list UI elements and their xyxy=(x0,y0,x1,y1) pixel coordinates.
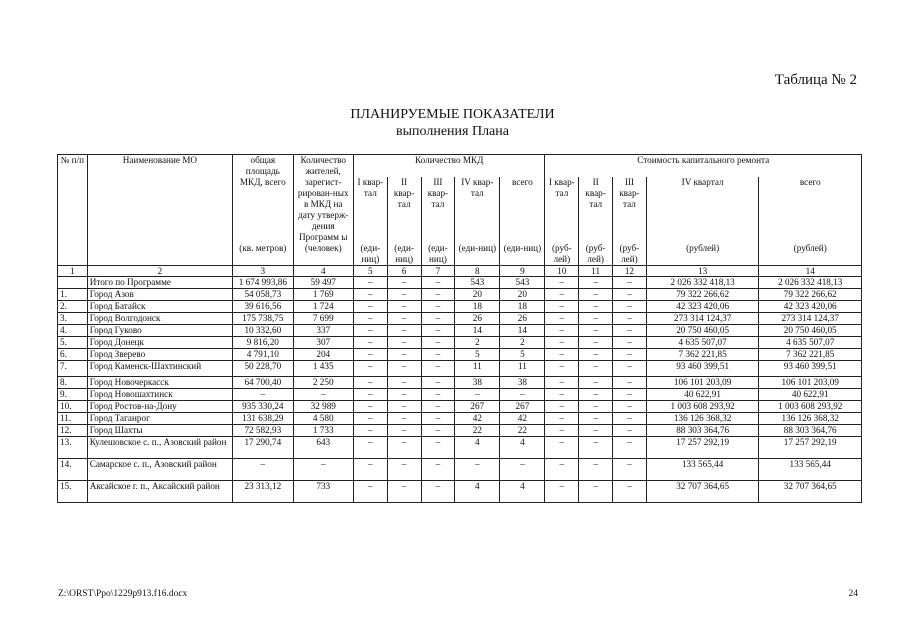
cell-value: – xyxy=(421,325,455,337)
cell-value: 42 323 420,06 xyxy=(759,301,862,313)
cell-value: – xyxy=(353,361,387,377)
cell-value: 17 290,74 xyxy=(233,437,293,459)
header-cost-q2: II квар-тал xyxy=(579,177,613,243)
cell-value: 2 026 332 418,13 xyxy=(759,277,862,289)
cell-number: 15. xyxy=(58,481,88,503)
cell-municipality: Аксайское г. п., Аксайский район xyxy=(87,481,232,503)
page-number: 24 xyxy=(848,589,858,599)
cell-value: 643 xyxy=(293,437,353,459)
cell-value: 204 xyxy=(293,349,353,361)
cell-value: – xyxy=(613,349,647,361)
cell-number: 9. xyxy=(58,389,88,401)
cell-value: 18 xyxy=(455,301,500,313)
cell-value: – xyxy=(421,413,455,425)
cell-value: 1 769 xyxy=(293,289,353,301)
cell-value: – xyxy=(579,389,613,401)
cell-value: 1 435 xyxy=(293,361,353,377)
cell-municipality: Город Донецк xyxy=(87,337,232,349)
cell-value: – xyxy=(387,289,421,301)
cell-value: – xyxy=(421,337,455,349)
cell-value: 2 xyxy=(455,337,500,349)
table-row xyxy=(58,437,862,459)
column-number: 1 xyxy=(58,266,88,277)
cell-value: 11 xyxy=(455,361,500,377)
cell-value: – xyxy=(421,377,455,389)
cell-value: 54 058,73 xyxy=(233,289,293,301)
cell-value: – xyxy=(613,277,647,289)
table-row xyxy=(58,325,862,337)
cell-value: 42 xyxy=(500,413,545,425)
cell-number: 12. xyxy=(58,425,88,437)
cell-value: – xyxy=(613,401,647,413)
cell-value: – xyxy=(613,313,647,325)
column-number: 13 xyxy=(646,266,759,277)
cell-value: – xyxy=(613,325,647,337)
cell-value: 42 323 420,06 xyxy=(646,301,759,313)
cell-value: 38 xyxy=(455,377,500,389)
header-mkd-total: всего xyxy=(500,177,545,243)
cell-value: – xyxy=(579,289,613,301)
cell-value: – xyxy=(387,459,421,481)
table-row xyxy=(58,377,862,389)
cell-municipality: Город Азов xyxy=(87,289,232,301)
cell-value: – xyxy=(545,401,579,413)
header-residents: Количество жителей, зарегист-рирован-ных в МКД на дату утверж-дения Программ ы xyxy=(293,155,353,244)
cell-value: 267 xyxy=(455,401,500,413)
column-numbers-row xyxy=(58,266,862,277)
table-row xyxy=(58,459,862,481)
cell-value: 4 635 507,07 xyxy=(646,337,759,349)
cell-municipality: Итого по Программе xyxy=(87,277,232,289)
cell-value: 17 257 292,19 xyxy=(759,437,862,459)
header-row-1 xyxy=(58,155,862,178)
cell-value: – xyxy=(387,325,421,337)
cell-municipality: Кулешовское с. п., Азовский район xyxy=(87,437,232,459)
cell-value: – xyxy=(353,277,387,289)
cell-number: 1. xyxy=(58,289,88,301)
cell-value: 20 xyxy=(455,289,500,301)
cell-number: 11. xyxy=(58,413,88,425)
cell-value: 10 332,60 xyxy=(233,325,293,337)
unit-cost-q3: (руб-лей) xyxy=(613,243,647,266)
cell-value: – xyxy=(613,459,647,481)
header-mkd-group: Количество МКД xyxy=(353,155,545,178)
cell-value: – xyxy=(545,413,579,425)
unit-cost-q1: (руб-лей) xyxy=(545,243,579,266)
unit-cost-total: (рублей) xyxy=(759,243,862,266)
cell-value: 93 460 399,51 xyxy=(646,361,759,377)
column-number: 7 xyxy=(421,266,455,277)
cell-municipality: Город Зверево xyxy=(87,349,232,361)
cell-value: 22 xyxy=(500,425,545,437)
cell-value: – xyxy=(579,337,613,349)
cell-value: – xyxy=(353,481,387,503)
cell-value: – xyxy=(353,289,387,301)
cell-value: – xyxy=(613,413,647,425)
cell-value: – xyxy=(387,437,421,459)
cell-value: – xyxy=(387,361,421,377)
cell-value: – xyxy=(455,459,500,481)
cell-value: 79 322 266,62 xyxy=(646,289,759,301)
cell-value: 40 622,91 xyxy=(646,389,759,401)
column-number: 3 xyxy=(233,266,293,277)
cell-value: – xyxy=(545,425,579,437)
cell-value: – xyxy=(387,389,421,401)
cell-value: 20 750 460,05 xyxy=(646,325,759,337)
cell-value: – xyxy=(613,437,647,459)
cell-value: – xyxy=(579,325,613,337)
table-row xyxy=(58,413,862,425)
document-title xyxy=(0,106,905,140)
cell-value: 11 xyxy=(500,361,545,377)
cell-value: – xyxy=(545,389,579,401)
cell-value: – xyxy=(579,459,613,481)
cell-value: 7 699 xyxy=(293,313,353,325)
cell-value: – xyxy=(353,301,387,313)
cell-value: – xyxy=(500,389,545,401)
cell-value: 32 707 364,65 xyxy=(759,481,862,503)
cell-value: – xyxy=(387,401,421,413)
unit-mkd-q2: (еди-ниц) xyxy=(387,243,421,266)
cell-value: 14 xyxy=(500,325,545,337)
cell-value: – xyxy=(353,425,387,437)
unit-cost-q4: (рублей) xyxy=(646,243,759,266)
cell-value: – xyxy=(353,325,387,337)
cell-municipality: Город Каменск-Шахтинский xyxy=(87,361,232,377)
cell-value: 79 322 266,62 xyxy=(759,289,862,301)
cell-value: – xyxy=(579,313,613,325)
cell-value: 39 616,56 xyxy=(233,301,293,313)
table-row xyxy=(58,401,862,413)
table-row xyxy=(58,425,862,437)
header-name: Наименование МО xyxy=(87,155,232,266)
cell-value: 1 003 608 293,92 xyxy=(759,401,862,413)
cell-value: 337 xyxy=(293,325,353,337)
cell-value: – xyxy=(353,389,387,401)
cell-value: 2 xyxy=(500,337,545,349)
cell-value: 14 xyxy=(455,325,500,337)
cell-value: 131 638,29 xyxy=(233,413,293,425)
cell-value: 935 330,24 xyxy=(233,401,293,413)
cell-value: – xyxy=(545,325,579,337)
cell-value: – xyxy=(613,289,647,301)
header-cost-group: Стоимость капитального ремонта xyxy=(545,155,862,178)
cell-number xyxy=(58,277,88,289)
header-area: общая площадь МКД, всего xyxy=(233,155,293,244)
cell-value: 106 101 203,09 xyxy=(646,377,759,389)
cell-value: 7 362 221,85 xyxy=(759,349,862,361)
cell-value: 307 xyxy=(293,337,353,349)
cell-number: 6. xyxy=(58,349,88,361)
cell-number: 5. xyxy=(58,337,88,349)
cell-value: – xyxy=(293,459,353,481)
cell-value: – xyxy=(579,437,613,459)
table-row xyxy=(58,337,862,349)
cell-value: – xyxy=(579,481,613,503)
cell-municipality: Город Батайск xyxy=(87,301,232,313)
table-row xyxy=(58,349,862,361)
header-mkd-q3: III квар-тал xyxy=(421,177,455,243)
cell-municipality: Город Новошахтинск xyxy=(87,389,232,401)
cell-value: 26 xyxy=(500,313,545,325)
column-number: 12 xyxy=(613,266,647,277)
cell-municipality: Город Волгодонск xyxy=(87,313,232,325)
cell-value: 133 565,44 xyxy=(646,459,759,481)
cell-value: 4 xyxy=(500,437,545,459)
cell-value: – xyxy=(421,437,455,459)
cell-value: 64 700,40 xyxy=(233,377,293,389)
cell-value: – xyxy=(545,349,579,361)
cell-value: 42 xyxy=(455,413,500,425)
indicators-table xyxy=(57,154,862,503)
cell-value: – xyxy=(579,349,613,361)
cell-value: – xyxy=(613,301,647,313)
cell-value: 4 xyxy=(455,481,500,503)
cell-value: – xyxy=(545,437,579,459)
cell-value: – xyxy=(353,401,387,413)
cell-value: – xyxy=(613,425,647,437)
column-number: 2 xyxy=(87,266,232,277)
cell-value: 20 750 460,05 xyxy=(759,325,862,337)
cell-value: 93 460 399,51 xyxy=(759,361,862,377)
cell-value: 4 xyxy=(500,481,545,503)
header-cost-q1: I квар-тал xyxy=(545,177,579,243)
cell-value: – xyxy=(421,349,455,361)
cell-number: 2. xyxy=(58,301,88,313)
total-row xyxy=(58,277,862,289)
cell-value: – xyxy=(353,349,387,361)
cell-value: – xyxy=(545,313,579,325)
cell-municipality: Город Таганрог xyxy=(87,413,232,425)
cell-value: – xyxy=(421,289,455,301)
cell-value: 9 816,20 xyxy=(233,337,293,349)
cell-value: – xyxy=(579,301,613,313)
cell-number: 4. xyxy=(58,325,88,337)
cell-value: 733 xyxy=(293,481,353,503)
cell-value: – xyxy=(387,301,421,313)
unit-mkd-q3: (еди-ниц) xyxy=(421,243,455,266)
cell-value: – xyxy=(545,377,579,389)
cell-value: 4 xyxy=(455,437,500,459)
cell-value: – xyxy=(387,337,421,349)
unit-mkd-q4: (еди-ниц) xyxy=(455,243,500,266)
cell-value: – xyxy=(421,277,455,289)
cell-value: 273 314 124,37 xyxy=(646,313,759,325)
cell-value: 7 362 221,85 xyxy=(646,349,759,361)
cell-value: 26 xyxy=(455,313,500,325)
cell-value: – xyxy=(579,413,613,425)
cell-value: – xyxy=(353,377,387,389)
cell-value: 5 xyxy=(500,349,545,361)
cell-value: – xyxy=(455,389,500,401)
cell-value: – xyxy=(353,337,387,349)
cell-value: 17 257 292,19 xyxy=(646,437,759,459)
cell-value: 18 xyxy=(500,301,545,313)
cell-value: – xyxy=(545,301,579,313)
cell-value: 32 989 xyxy=(293,401,353,413)
cell-value: 2 026 332 418,13 xyxy=(646,277,759,289)
cell-value: 88 303 364,76 xyxy=(646,425,759,437)
cell-value: – xyxy=(421,361,455,377)
cell-value: – xyxy=(579,425,613,437)
cell-value: 175 738,75 xyxy=(233,313,293,325)
unit-mkd-q1: (еди-ниц) xyxy=(353,243,387,266)
header-mkd-q1: I квар-тал xyxy=(353,177,387,243)
column-number: 11 xyxy=(579,266,613,277)
cell-value: 1 724 xyxy=(293,301,353,313)
cell-number: 13. xyxy=(58,437,88,459)
cell-value: – xyxy=(387,425,421,437)
cell-value: 273 314 124,37 xyxy=(759,313,862,325)
cell-value: 59 497 xyxy=(293,277,353,289)
cell-value: – xyxy=(421,301,455,313)
cell-value: – xyxy=(387,277,421,289)
footer-file-path: Z:\ORST\Ppo\1229p913.f16.docx xyxy=(58,589,188,599)
cell-value: 4 791,10 xyxy=(233,349,293,361)
column-number: 9 xyxy=(500,266,545,277)
unit-residents: (человек) xyxy=(293,243,353,266)
header-cost-q3: III квар-тал xyxy=(613,177,647,243)
cell-number: 10. xyxy=(58,401,88,413)
cell-value: – xyxy=(613,389,647,401)
table-number: Таблица № 2 xyxy=(774,72,857,88)
cell-value: – xyxy=(233,389,293,401)
cell-value: – xyxy=(387,377,421,389)
cell-value: – xyxy=(545,337,579,349)
cell-value: – xyxy=(613,481,647,503)
header-mkd-q2: II квар-тал xyxy=(387,177,421,243)
cell-value: 543 xyxy=(500,277,545,289)
cell-value: – xyxy=(500,459,545,481)
cell-value: – xyxy=(545,277,579,289)
cell-value: 38 xyxy=(500,377,545,389)
cell-value: 4 635 507,07 xyxy=(759,337,862,349)
cell-value: – xyxy=(353,437,387,459)
cell-value: 4 580 xyxy=(293,413,353,425)
cell-value: 5 xyxy=(455,349,500,361)
table-row xyxy=(58,313,862,325)
cell-value: – xyxy=(293,389,353,401)
cell-value: – xyxy=(545,459,579,481)
cell-value: 22 xyxy=(455,425,500,437)
cell-value: – xyxy=(387,313,421,325)
cell-value: 136 126 368,32 xyxy=(759,413,862,425)
table-row xyxy=(58,301,862,313)
cell-value: 32 707 364,65 xyxy=(646,481,759,503)
cell-value: 40 622,91 xyxy=(759,389,862,401)
table-row xyxy=(58,289,862,301)
column-number: 4 xyxy=(293,266,353,277)
table-row xyxy=(58,481,862,503)
column-number: 10 xyxy=(545,266,579,277)
cell-value: – xyxy=(421,401,455,413)
header-mkd-q4: IV квар-тал xyxy=(455,177,500,243)
cell-municipality: Город Новочеркасск xyxy=(87,377,232,389)
cell-municipality: Город Шахты xyxy=(87,425,232,437)
cell-value: – xyxy=(421,389,455,401)
cell-value: – xyxy=(579,277,613,289)
cell-value: – xyxy=(421,425,455,437)
cell-municipality: Город Гуково xyxy=(87,325,232,337)
header-no: № п/п xyxy=(58,155,88,266)
cell-value: 1 674 993,86 xyxy=(233,277,293,289)
cell-value: 50 228,70 xyxy=(233,361,293,377)
unit-cost-q2: (руб-лей) xyxy=(579,243,613,266)
cell-value: 88 303 364,76 xyxy=(759,425,862,437)
cell-value: – xyxy=(545,289,579,301)
cell-value: 136 126 368,32 xyxy=(646,413,759,425)
cell-number: 8. xyxy=(58,377,88,389)
title-line-2: выполнения Плана xyxy=(396,124,509,139)
cell-value: – xyxy=(545,361,579,377)
cell-value: – xyxy=(387,413,421,425)
cell-municipality: Самарское с. п., Азовский район xyxy=(87,459,232,481)
cell-value: 1 003 608 293,92 xyxy=(646,401,759,413)
cell-number: 14. xyxy=(58,459,88,481)
cell-value: 2 250 xyxy=(293,377,353,389)
cell-value: – xyxy=(353,413,387,425)
cell-value: – xyxy=(545,481,579,503)
cell-municipality: Город Ростов-на-Дону xyxy=(87,401,232,413)
cell-value: – xyxy=(387,481,421,503)
cell-value: 543 xyxy=(455,277,500,289)
cell-value: 72 582,93 xyxy=(233,425,293,437)
column-number: 5 xyxy=(353,266,387,277)
cell-number: 3. xyxy=(58,313,88,325)
table-row xyxy=(58,389,862,401)
cell-value: – xyxy=(353,313,387,325)
cell-value: – xyxy=(579,377,613,389)
cell-value: – xyxy=(613,361,647,377)
cell-value: – xyxy=(613,377,647,389)
table-row xyxy=(58,361,862,377)
column-number: 8 xyxy=(455,266,500,277)
unit-mkd-total: (еди-ниц) xyxy=(500,243,545,266)
header-cost-q4: IV квартал xyxy=(646,177,759,243)
cell-value: 133 565,44 xyxy=(759,459,862,481)
header-cost-total: всего xyxy=(759,177,862,243)
title-line-1: ПЛАНИРУЕМЫЕ ПОКАЗАТЕЛИ xyxy=(350,107,555,122)
cell-value: – xyxy=(421,481,455,503)
cell-value: – xyxy=(579,361,613,377)
cell-value: 23 313,12 xyxy=(233,481,293,503)
cell-value: – xyxy=(233,459,293,481)
cell-value: 1 733 xyxy=(293,425,353,437)
column-number: 14 xyxy=(759,266,862,277)
cell-value: – xyxy=(613,337,647,349)
cell-value: 20 xyxy=(500,289,545,301)
cell-value: 267 xyxy=(500,401,545,413)
cell-value: – xyxy=(421,313,455,325)
cell-value: – xyxy=(387,349,421,361)
cell-value: 106 101 203,09 xyxy=(759,377,862,389)
column-number: 6 xyxy=(387,266,421,277)
cell-value: – xyxy=(421,459,455,481)
unit-area: (кв. метров) xyxy=(233,243,293,266)
cell-value: – xyxy=(353,459,387,481)
cell-number: 7. xyxy=(58,361,88,377)
cell-value: – xyxy=(579,401,613,413)
